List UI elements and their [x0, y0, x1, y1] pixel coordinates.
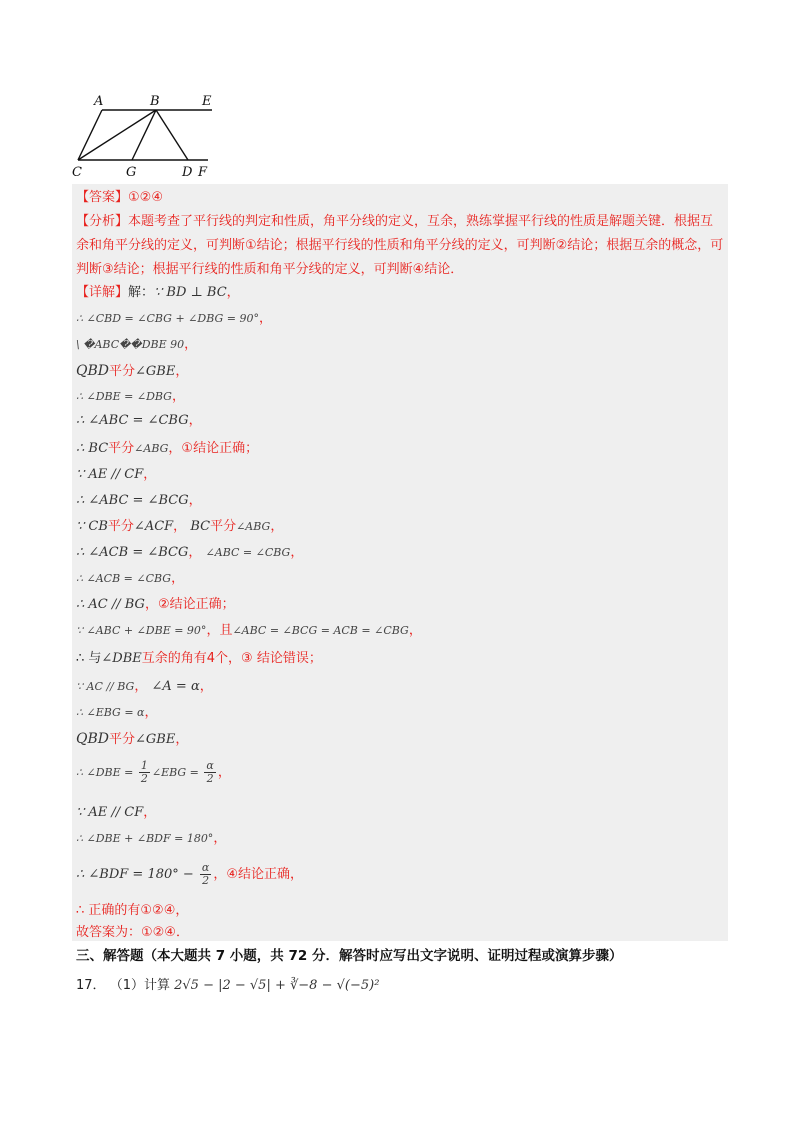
detail-line-17: ∴ ∠EBG = α， — [76, 705, 158, 720]
analysis-tag: 【分析】 — [76, 214, 129, 229]
detail-line-1: 【详解】解：∵ BD ⊥ BC， — [76, 285, 240, 300]
detail-line-20: ∵ AE // CF， — [76, 805, 157, 820]
detail-line-16: ∵ AC // BG， ∠A = α， — [76, 679, 213, 694]
segment-bd — [156, 110, 188, 160]
label-e: E — [202, 94, 212, 109]
detail-line-2: ∴ ∠CBD = ∠CBG + ∠DBG = 90°， — [76, 311, 272, 326]
detail-line-8: ∵ AE // CF， — [76, 467, 157, 482]
analysis-text: 本题考查了平行线的判定和性质，角平分线的定义，互余，熟练掌握平行线的性质是解题关键．根据互余和角平分线的定义，可判断①结论；根据平行线的性质和角平分线的定义，可判断②结论；根据互余的概念，可判断③结论；根据平行线的性质和角平分线的定义，可判断④结论． — [76, 214, 724, 277]
detail-line-19: ∴ ∠DBE = $\frac{1}{2}$ ∠EBG = $\frac{\alpha}{2}$ ， — [76, 759, 231, 785]
label-g: G — [126, 165, 137, 180]
detail-line-22: ∴ ∠BDF = 180° − $\frac{\alpha}{2}$ ，④结论正确， — [76, 861, 304, 887]
detail-line-12: ∴ ∠ACB = ∠CBG， — [76, 571, 185, 586]
question-expression: 2√5 − |2 − √5| + ∛−8 − √(−5)² — [174, 978, 380, 993]
detail-line-15: ∴ 与∠DBE互余的角有4个，③ 结论错误； — [76, 651, 322, 666]
detail-line-11: ∴ ∠ACB = ∠BCG， ∠ABC = ∠CBG， — [76, 545, 304, 560]
detail-line-6: ∴ ∠ABC = ∠CBG， — [76, 413, 202, 428]
detail-line-7: ∴ BC平分∠ABG，①结论正确； — [76, 441, 259, 456]
fraction-alpha-half: $\frac{\alpha}{2}$ — [206, 759, 214, 785]
label-c: C — [72, 165, 82, 180]
geometry-figure — [70, 92, 230, 184]
detail-tag: 【详解】 — [76, 285, 129, 300]
parallel-lines-diagram — [70, 92, 230, 184]
question-part: （1）计算 — [109, 978, 170, 993]
label-d: D — [182, 165, 193, 180]
answer-value: ①②④ — [128, 190, 163, 205]
detail-line-3: \ �ABC��DBE 90， — [76, 337, 198, 352]
question-17 — [76, 974, 379, 993]
fraction-one-half: $\frac{1}{2}$ — [140, 759, 148, 785]
label-b: B — [150, 94, 160, 109]
detail-line-14: ∵ ∠ABC + ∠DBE = 90°，且∠ABC = ∠BCG = ACB = ∠CBG， — [76, 623, 422, 638]
detail-line-18: QBD平分∠GBE， — [76, 731, 189, 747]
detail-line-21: ∴ ∠DBE + ∠BDF = 180°， — [76, 831, 227, 846]
detail-line-9: ∴ ∠ABC = ∠BCG， — [76, 493, 202, 508]
detail-line-13: ∴ AC // BG，②结论正确； — [76, 597, 235, 612]
fraction-alpha-half-2: $\frac{\alpha}{2}$ — [201, 861, 210, 887]
detail-line-10: ∵ CB平分∠ACF， BC平分∠ABG， — [76, 519, 284, 534]
detail-line-23: ∴ 正确的有①②④， — [76, 903, 189, 918]
question-number: 17． — [76, 978, 106, 993]
analysis-paragraph — [76, 210, 724, 282]
answer-tag: 【答案】 — [76, 190, 129, 205]
detail-line-5: ∴ ∠DBE = ∠DBG， — [76, 389, 185, 404]
section-3-heading: 三、解答题（本大题共 7 小题，共 72 分．解答时应写出文字说明、证明过程或演算步骤） — [76, 948, 623, 964]
detail-line-24: 故答案为：①②④． — [76, 925, 189, 940]
label-a: A — [94, 94, 104, 109]
detail-line-4: QBD平分∠GBE， — [76, 363, 189, 379]
answer-line — [76, 189, 163, 207]
label-f: F — [198, 165, 208, 180]
